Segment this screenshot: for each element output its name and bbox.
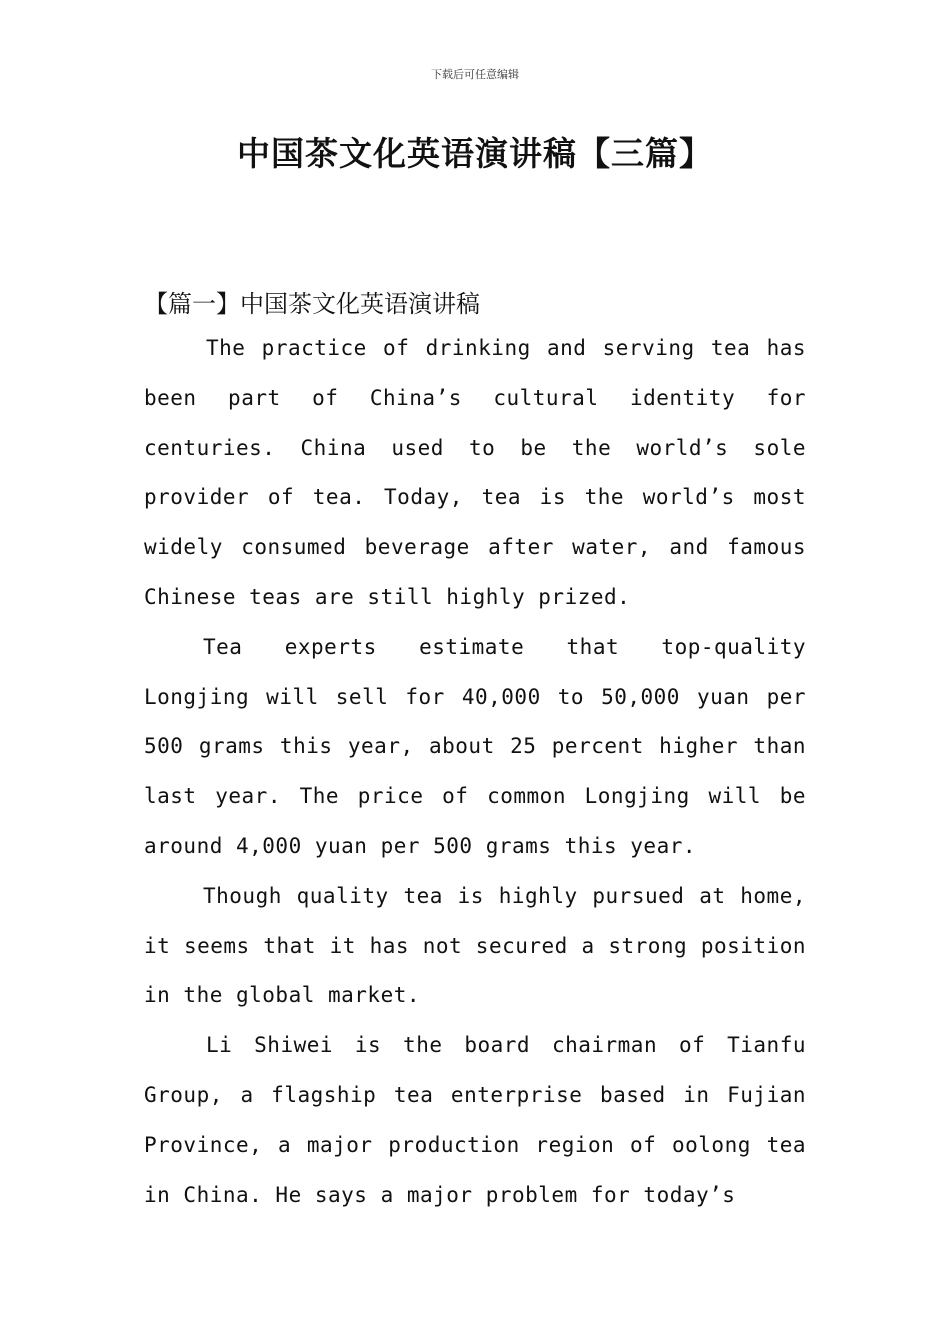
section-heading: 【篇一】中国茶文化英语演讲稿: [144, 290, 480, 318]
paragraph: Li Shiwei is the board chairman of Tianfu Group, a flagship tea enterprise based in Fujian Province, a major production region of oolong tea in China. He says a major problem for today’s: [144, 1033, 806, 1207]
paragraph: Though quality tea is highly pursued at home, it seems that it has not secured a strong position in the global market.: [144, 883, 806, 1008]
document-title: 中国茶文化英语演讲稿【三篇】: [237, 134, 713, 173]
page-header-note: 下载后可任意编辑: [431, 68, 519, 81]
section-body: [144, 324, 806, 1220]
paragraph: The practice of drinking and serving tea has been part of China’s cultural identity for centuries. China used to be the world’s sole provider of tea. Today, tea is the world’s most widely consumed beverage after water, and famous Chinese teas are still highly prized.: [144, 336, 806, 609]
paragraph: Tea experts estimate that top-quality Longjing will sell for 40,000 to 50,000 yuan per 500 grams this year, about 25 percent higher than last year. The price of common Longjing will be around 4,000 yuan per 500 grams this year.: [144, 634, 806, 858]
